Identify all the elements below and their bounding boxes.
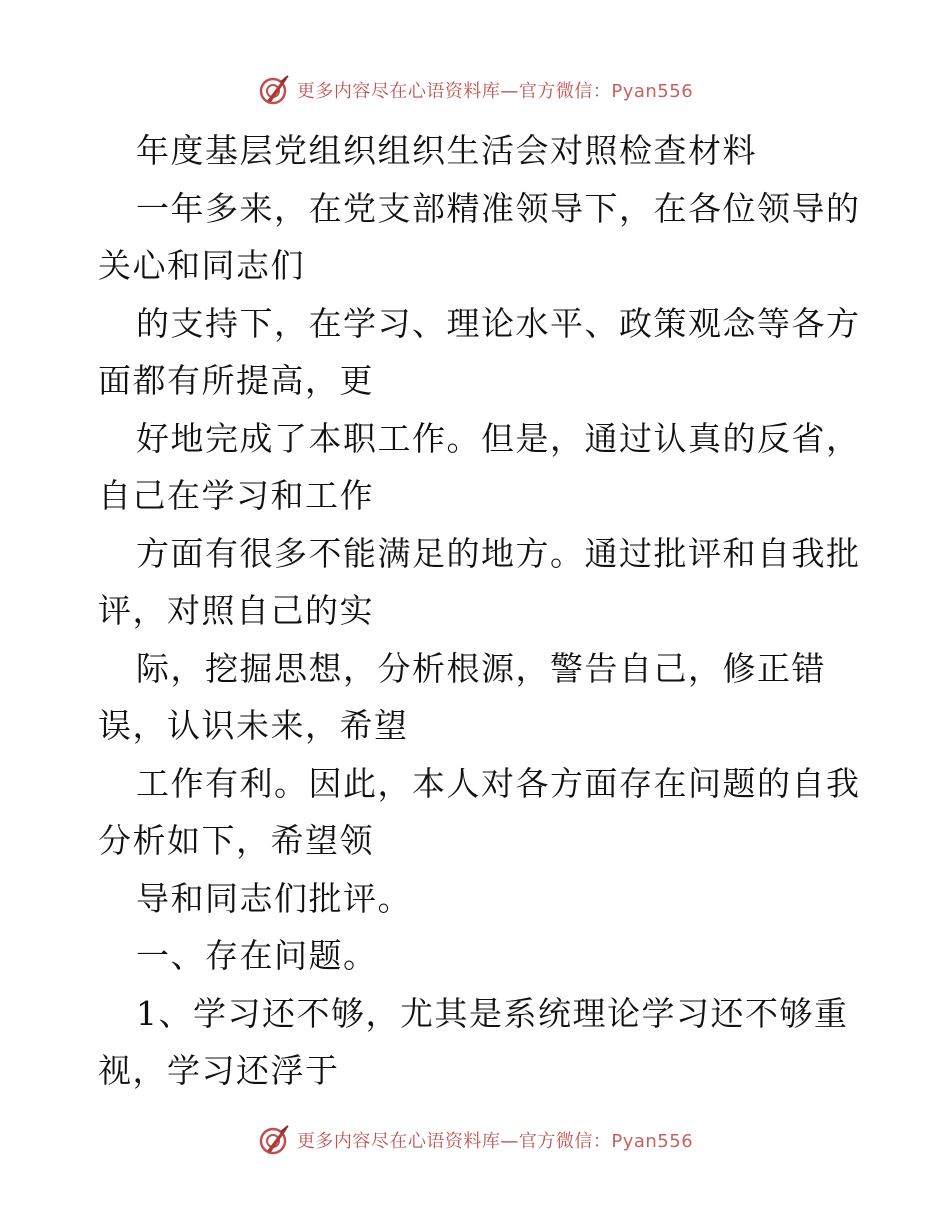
- watermark-text: [297, 77, 693, 103]
- paragraph-line: 自己在学习和工作: [98, 476, 374, 515]
- watermark-handle: Pyan556: [611, 81, 694, 102]
- document-body: [98, 122, 861, 1100]
- watermark-separator: —: [500, 1131, 519, 1152]
- quill-logo-icon: [257, 1123, 291, 1157]
- paragraph-line: 一、存在问题。: [136, 936, 378, 975]
- paragraph-line: 误，认识未来，希望: [98, 706, 409, 745]
- watermark-official: 官方微信：: [518, 1131, 612, 1152]
- quill-logo-icon: [257, 73, 291, 107]
- paragraph-line: 面都有所提高，更: [98, 361, 374, 400]
- paragraph-line: 分析如下，希望领: [98, 821, 374, 860]
- paragraph-line: 的支持下，在学习、理论水平、政策观念等各方: [136, 303, 861, 343]
- paragraph-line: 关心和同志们: [98, 246, 305, 285]
- watermark-separator: —: [500, 81, 519, 102]
- document-title: 年度基层党组织组织生活会对照检查材料: [136, 131, 757, 170]
- paragraph-line: 一年多来，在党支部精准领导下，在各位领导的: [136, 188, 861, 228]
- paragraph-line: 1、学习还不够，尤其是系统理论学习还不够重: [136, 993, 849, 1033]
- paragraph-line: 工作有利。因此，本人对各方面存在问题的自我: [136, 763, 861, 803]
- paragraph-line: 好地完成了本职工作。但是，通过认真的反省，: [136, 418, 861, 458]
- watermark-official: 官方微信：: [518, 81, 612, 102]
- paragraph-line: 方面有很多不能满足的地方。通过批评和自我批: [136, 533, 861, 573]
- watermark-site: 更多内容尽在心语资料库: [296, 81, 501, 102]
- header-watermark: [0, 70, 950, 110]
- watermark-handle: Pyan556: [611, 1131, 694, 1152]
- footer-watermark: [0, 1120, 950, 1160]
- paragraph-line: 际，挖掘思想，分析根源，警告自己，修正错: [136, 648, 826, 688]
- watermark-site: 更多内容尽在心语资料库: [296, 1131, 501, 1152]
- paragraph-line: 评，对照自己的实: [98, 591, 374, 630]
- paragraph-line: 导和同志们批评。: [136, 878, 412, 918]
- watermark-text: [297, 1127, 693, 1153]
- paragraph-line: 视，学习还浮于: [98, 1051, 340, 1090]
